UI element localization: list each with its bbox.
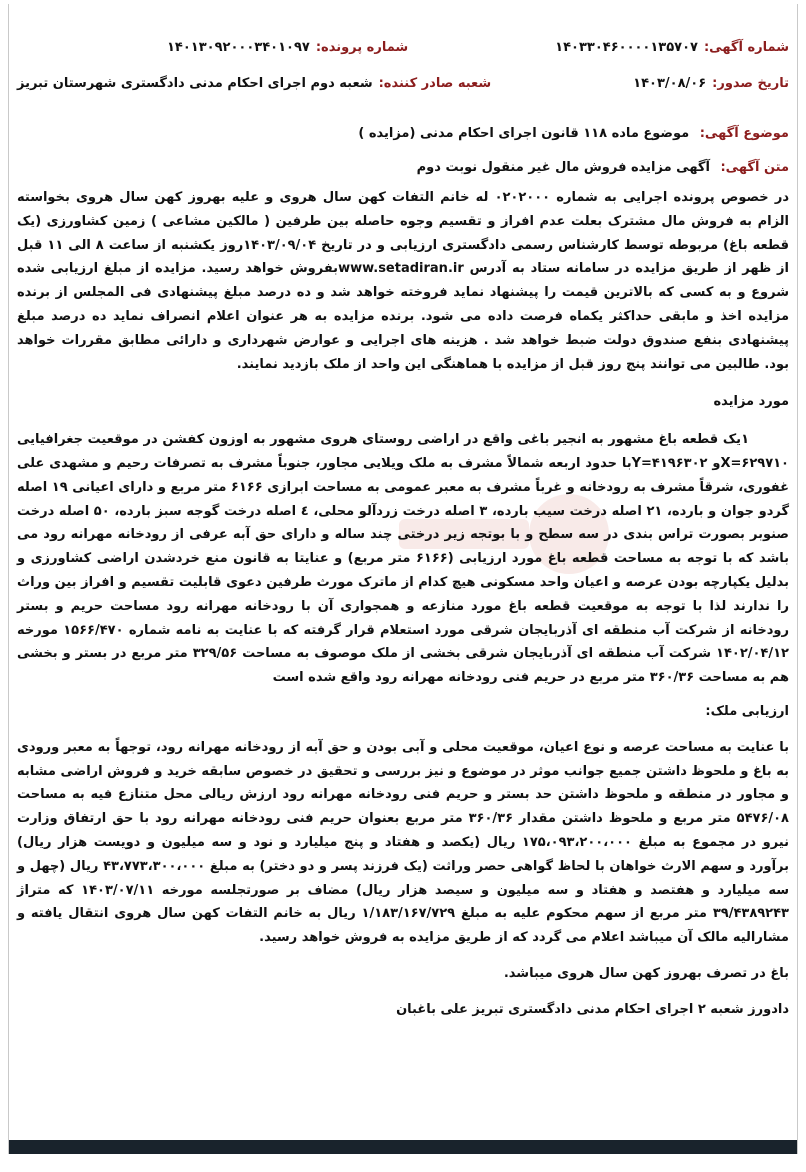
header-row-2 xyxy=(17,76,789,91)
subject-label: موضوع آگهی: xyxy=(699,126,789,141)
item-heading: مورد مزایده xyxy=(713,394,789,410)
subject-line xyxy=(17,126,789,141)
signature: دادورز شعبه ۲ اجرای احکام مدنی دادگستری تبریز علی باغبان xyxy=(396,1001,789,1017)
subject-value: موضوع ماده ۱۱۸ قانون اجرای احکام مدنی (مزایده ) xyxy=(358,126,690,141)
ad-number-group xyxy=(555,40,789,55)
possession-note: باغ در تصرف بهروز کهن سال هروی میباشد. xyxy=(503,965,789,981)
ad-text-label: متن آگهی: xyxy=(720,160,789,175)
valuation-paragraph: با عنایت به مساحت عرصه و نوع اعیان، موقعیت محلی و آبی بودن و حق آبه از رودخانه مهرانه رود، توجهاً به معبر ورودی به باغ و ملحوظ داشتن جمیع جوانب موثر در موضوع و نیز بررسی و تحقیق در خصوص سابقه خرید و فروش اراضی مشابه و مجاور در منطقه و ملحوظ داشتن حد بستر و حریم فنی رودخانه مهرانه رود ارزش ریالی محل متنازع فیه به مساحت ۵۴۷۶/۰۸ متر مربع و ملحوظ داشتن مقدار ۳۶۰/۳۶ متر مربع بعنوان حریم فنی رودخانه مهرانه رود با حق ارتفاق وزارت نیرو در مجموع به مبلغ ۱۷۵،۰۹۳،۲۰۰،۰۰۰ ریال (یکصد و هفتاد و پنج میلیارد و نود و سه میلیون و دویست هزار ریال) برآورد و سهم الارث خواهان با لحاظ گواهی حصر وراثت (یک فرزند پسر و دو دختر) به مبلغ ۴۳،۷۷۳،۳۰۰،۰۰۰ ریال (چهل و سه میلیارد و هفتصد و هفتاد و سه میلیون و سیصد هزار ریال) مضاف بر صورتجلسه مورخه ۱۴۰۳/۰۷/۱۱ که متراژ ۳۹/۴۳۸۹۲۴۳ متر مربع از سهم محکوم علیه به مبلغ ۱/۱۸۳/۱۶۷/۷۲۹ ریال به خانم التفات کهن سال هروی انتقال یافته و مشارالیه مالک آن میباشد اعلام می گردد که از طریق مزایده به فروش خواهد رسید. xyxy=(17,739,789,946)
issuer: شعبه دوم اجرای احکام مدنی دادگستری شهرستان تبریز xyxy=(17,76,373,91)
item-description: ۱یک قطعه باغ مشهور به انجیر باغی واقع در اراضی روستای هروی مشهور به اوزون کفشن در موقعیت جغرافیایی X=۶۲۹۷۱۰و Y=۴۱۹۶۳۰۲با حدود اربعه شمالاً مشرف به ملک ویلایی مجاور، جنوباً مشرف به تصرفات رحیم و مشهدی علی غفوری، شرقاً مشرف به رودخانه و غرباً مشرف به معبر عمومی به مساحت ابرازی ۶۱۶۶ متر مربع و دارای اعیانی ۱۹ اصله گردو جوان و بارده، ۲۱ اصله درخت سیب بارده، ۳ اصله درخت زردآلو محلی، ٤ اصله درخت گوجه سبز بارده، ۵۰ اصله درخت صنوبر بصورت تراس بندی در سه سطح و با بوتجه زیر درختی چند ساله و دارای حق آبه عرفی از رودخانه مهرانه رود می باشد که با توجه به مساحت قطعه باغ مورد ارزیابی (۶۱۶۶ متر مربع) و عنایتا به قانون منع خردشدن اراضی کشاورزی و بدلیل یکپارچه بودن عرصه و اعیان واحد مسکونی هیچ کدام از ماترک مورث طرفین دعوی قابلیت تقسیم و افراز بین وراث را ندارند لذا با توجه به موقعیت قطعه باغ مورد منازعه و همجواری آن با رودخانه مهرانه رود مساحت حریم و بستر رودخانه از شرکت آب منطقه ای آذربایجان شرقی مورد استعلام قرار گرفته که با عنایت به نامه شماره ۱۵۶۶/۴۷۰ مورخه ۱۴۰۲/۰۴/۱۲ شرکت آب منطقه ای آذربایجان شرقی بخشی از ملک موصوف به مساحت ۳۲۹/۵۶ متر مربع در بستر و بخشی هم به مساحت ۳۶۰/۳۶ متر مربع در حریم فنی رودخانه مهرانه رود واقع شده است xyxy=(17,432,790,686)
intro-paragraph: در خصوص پرونده اجرایی به شماره ۰۲۰۲۰۰۰ له خانم التفات کهن سال هروی و علیه بهروز کهن سال هروی بخواسته الزام به فروش مال مشترک بعلت عدم افراز و تقسیم وجوه حاصله بین طرفین ( مالکین مشاعی ) زمین کشاورزی (یک قطعه باغ) مربوطه توسط کارشناس رسمی دادگستری ارزیابی و در تاریخ ۱۴۰۳/۰۹/۰۴روز یکشنبه از ساعت ۸ الی ۱۱ قبل از ظهر از طریق مزایده در سامانه ستاد به آدرس www.setadiran.irبفروش خواهد رسید. مزایده از مبلغ ارزیابی شده شروع و به کسی که بالاترین قیمت را پیشنهاد نماید فروخته خواهد شد و ده درصد مبلغ پیشنهادی فی المجلس از برنده مزایده اخذ و مابقی حداکثر یکماه فرصت داده می شود. برنده مزایده به هر عنوان اعلام انصراف نماید ده درصد مبلغ پیشنهادی بنفع صندوق دولت ضبط خواهد شد . هزینه های اجرایی و عوارض شهرداری و دارائی مطابق مقررات خواهد بود. طالبین می توانند پنج روز قبل از مزایده با هماهنگی این واحد از ملک بازدید نمایند. xyxy=(17,190,790,372)
valuation-heading: ارزیابی ملک: xyxy=(705,703,789,719)
ad-text-line xyxy=(17,160,789,175)
issuer-label: شعبه صادر کننده: xyxy=(378,76,492,91)
bottom-bar xyxy=(9,1140,797,1154)
header-row-1 xyxy=(17,40,789,55)
issue-date-group xyxy=(633,76,789,91)
issue-date: ۱۴۰۳/۰۸/۰۶ xyxy=(633,76,707,91)
ad-text-value: آگهی مزایده فروش مال غیر منقول نوبت دوم xyxy=(416,160,710,175)
notice-page xyxy=(8,4,798,1154)
ad-number-label: شماره آگهی: xyxy=(703,40,789,55)
case-number: ۱۴۰۱۳۰۹۲۰۰۰۳۴۰۱۰۹۷ xyxy=(167,40,310,55)
ad-number: ۱۴۰۳۳۰۴۶۰۰۰۰۱۳۵۷۰۷ xyxy=(555,40,698,55)
case-number-group xyxy=(167,40,408,55)
issue-date-label: تاریخ صدور: xyxy=(712,76,789,91)
case-number-label: شماره پرونده: xyxy=(315,40,409,55)
issuer-group xyxy=(17,76,491,91)
notice-body xyxy=(17,186,789,1022)
